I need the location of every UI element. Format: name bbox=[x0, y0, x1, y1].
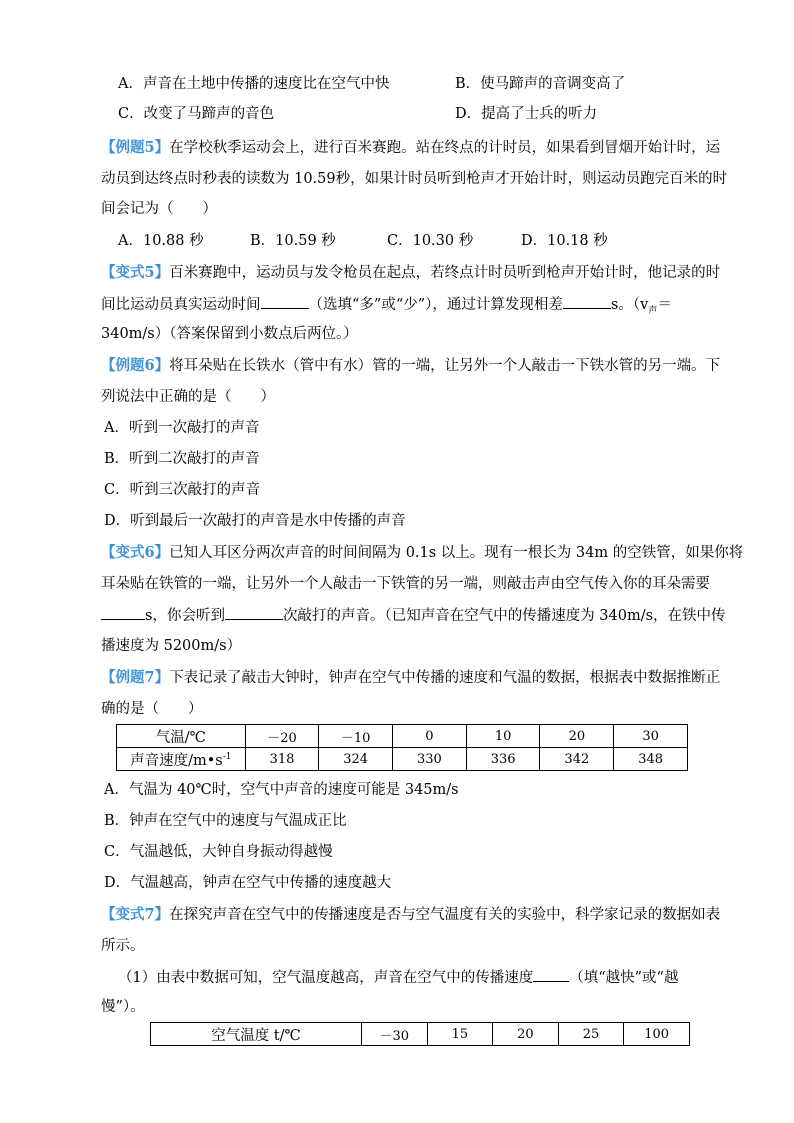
example-7-option-a: A．气温为 40℃时，空气中声音的速度可能是 345m/s bbox=[104, 782, 459, 798]
example-7-line-2: 确的是（ ） bbox=[101, 701, 203, 717]
answer-blank[interactable] bbox=[563, 294, 611, 309]
example-7-tag: 【例题7】 bbox=[101, 669, 170, 686]
variant-5-line-1: 【变式5】百米赛跑中，运动员与发令枪员在起点，若终点计时员听到枪声开始计时，他记录的时 bbox=[101, 264, 721, 281]
variant-7-tag: 【变式7】 bbox=[101, 906, 170, 923]
table-header-cell: 气温/℃ bbox=[117, 725, 246, 748]
table-cell: 348 bbox=[614, 748, 688, 771]
example-6-option-d: D．听到最后一次敲打的声音是水中传播的声音 bbox=[104, 513, 406, 529]
variant-7-sub-1-cont: 慢”）。 bbox=[101, 999, 145, 1015]
example-5-option-a: A．10.88 秒 bbox=[118, 233, 204, 249]
variant-6-tag: 【变式6】 bbox=[101, 544, 170, 561]
variant-6-line-2: 耳朵贴在铁管的一端，让另外一个人敲击一下铁管的另一端，则敲击声由空气传入你的耳朵需要 bbox=[101, 576, 710, 592]
answer-blank[interactable] bbox=[225, 605, 283, 620]
variant-6-line-3: s，你会听到 次敲打的声音。（已知声音在空气中的传播速度为 340m/s，在铁中传 bbox=[101, 605, 726, 626]
variant-6-line-4: 播速度为 5200m/s） bbox=[101, 638, 242, 654]
table-header-cell: 空气温度 t/℃ bbox=[151, 1023, 362, 1046]
q4-option-c: C．改变了马蹄声的音色 bbox=[118, 106, 275, 122]
table-cell: 342 bbox=[540, 748, 614, 771]
table-cell: 0 bbox=[393, 725, 467, 748]
example-7-option-b: B．钟声在空气中的速度与气温成正比 bbox=[104, 813, 347, 829]
example-5-line-3: 间会记为（ ） bbox=[101, 201, 217, 217]
table-cell: 324 bbox=[319, 748, 393, 771]
example-6-option-b: B．听到二次敲打的声音 bbox=[104, 451, 260, 467]
answer-blank[interactable] bbox=[261, 294, 309, 309]
table-cell: 318 bbox=[245, 748, 319, 771]
table-cell: 336 bbox=[466, 748, 540, 771]
air-temperature-table bbox=[150, 1022, 690, 1046]
example-6-option-a: A．听到一次敲打的声音 bbox=[104, 420, 260, 436]
variant-6-line-1: 【变式6】已知人耳区分两次声音的时间间隔为 0.1s 以上。现有一根长为 34m 的空铁管，如果你将 bbox=[101, 544, 744, 561]
example-5-tag: 【例题5】 bbox=[101, 139, 170, 156]
table-cell: 20 bbox=[540, 725, 614, 748]
table-cell: －20 bbox=[245, 725, 319, 748]
example-6-line-1: 【例题6】将耳朵贴在长铁水（管中有水）管的一端，让另外一个人敲击一下铁水管的另一端。下 bbox=[101, 357, 721, 374]
table-cell: 25 bbox=[558, 1023, 624, 1046]
table-cell: 15 bbox=[427, 1023, 493, 1046]
variant-5-line-3: 340m/s）（答案保留到小数点后两位。） bbox=[101, 326, 358, 342]
variant-5-line-2: 间比运动员真实运动时间 （选填“多”或“少”），通过计算发现相差 s。（$v_声=$ bbox=[101, 294, 672, 321]
example-7-line-1: 【例题7】下表记录了敲击大钟时，钟声在空气中传播的速度和气温的数据，根据表中数据推断正 bbox=[101, 669, 721, 686]
table-row bbox=[151, 1023, 690, 1046]
table-row bbox=[117, 748, 688, 771]
example-5-option-c: C．10.30 秒 bbox=[387, 233, 474, 249]
q4-option-b: B．使马蹄声的音调变高了 bbox=[455, 76, 626, 92]
table-cell: －10 bbox=[319, 725, 393, 748]
example-7-option-c: C．气温越低，大钟自身振动得越慢 bbox=[104, 844, 333, 860]
example-5-line-2: 动员到达终点时秒表的读数为 10.59秒，如果计时员听到枪声才开始计时，则运动员跑完百米的时 bbox=[101, 171, 728, 187]
table-cell: 20 bbox=[493, 1023, 559, 1046]
variant-7-line-1: 【变式7】在探究声音在空气中的传播速度是否与空气温度有关的实验中，科学家记录的数据如表 bbox=[101, 906, 721, 923]
table-row bbox=[117, 725, 688, 748]
example-5-line-1: 【例题5】在学校秋季运动会上，进行百米赛跑。站在终点的计时员，如果看到冒烟开始计时，运 bbox=[101, 139, 721, 156]
table-header-cell: 声音速度$/m•s^{-1}$ bbox=[117, 748, 246, 771]
example-6-tag: 【例题6】 bbox=[101, 357, 170, 374]
q4-option-d: D．提高了士兵的听力 bbox=[455, 106, 598, 122]
table-cell: 100 bbox=[624, 1023, 690, 1046]
variant-7-sub-1: （1）由表中数据可知，空气温度越高，声音在空气中的传播速度 （填“越快”或“越 bbox=[118, 967, 678, 988]
variant-5-tag: 【变式5】 bbox=[101, 264, 170, 281]
example-6-line-2: 列说法中正确的是（ ） bbox=[101, 389, 275, 405]
table-cell: 30 bbox=[614, 725, 688, 748]
example-5-option-b: B．10.59 秒 bbox=[250, 233, 336, 249]
example-5-option-d: D．10.18 秒 bbox=[521, 233, 608, 249]
answer-blank[interactable] bbox=[101, 605, 145, 620]
q4-option-a: A．声音在土地中传播的速度比在空气中快 bbox=[118, 76, 390, 92]
variant-7-line-2: 所示。 bbox=[101, 938, 145, 954]
table-cell: 330 bbox=[393, 748, 467, 771]
answer-blank[interactable] bbox=[533, 967, 569, 982]
example-6-option-c: C．听到三次敲打的声音 bbox=[104, 482, 261, 498]
speed-temperature-table bbox=[116, 724, 688, 771]
table-cell: 10 bbox=[466, 725, 540, 748]
table-cell: －30 bbox=[361, 1023, 427, 1046]
example-7-option-d: D．气温越高，钟声在空气中传播的速度越大 bbox=[104, 875, 392, 891]
